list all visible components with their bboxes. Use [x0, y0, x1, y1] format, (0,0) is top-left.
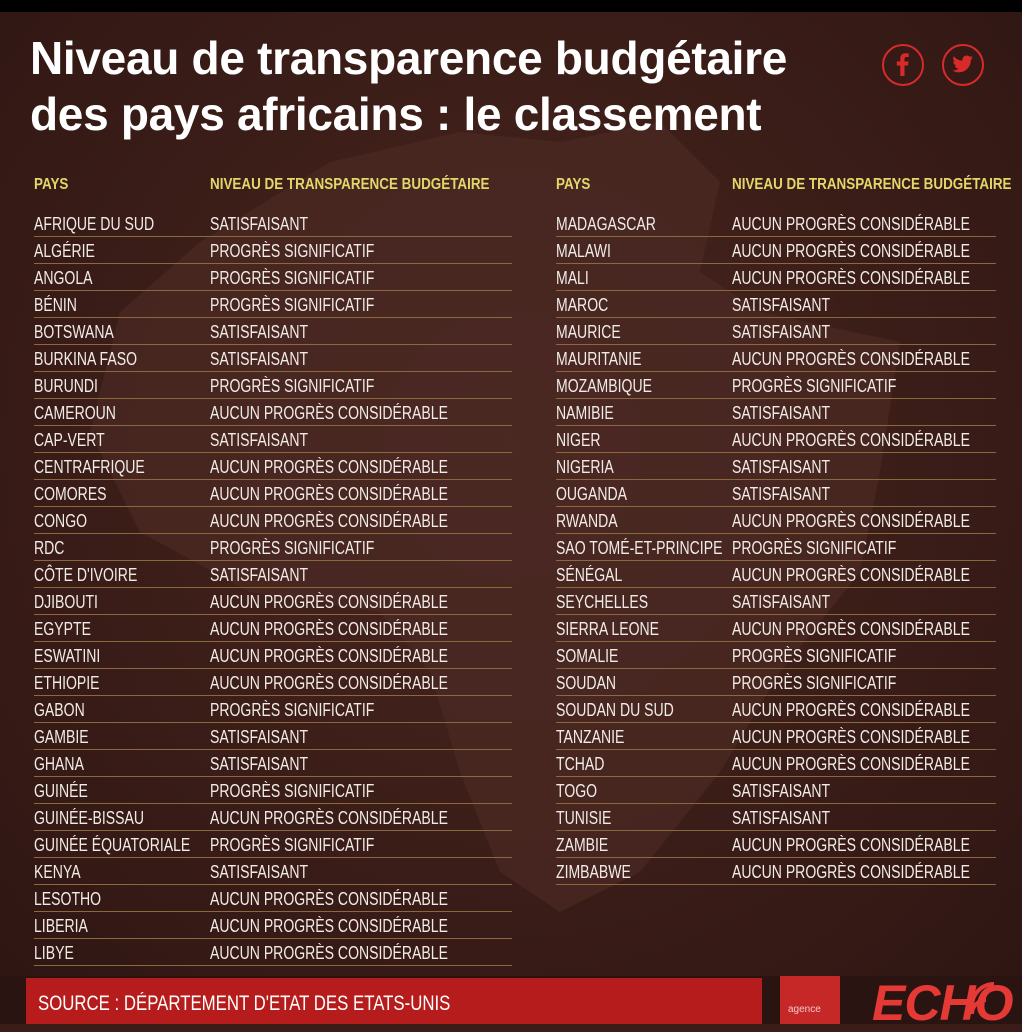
level-cell: AUCUN PROGRÈS CONSIDÉRABLE — [732, 862, 970, 882]
level-cell: SATISFAISANT — [210, 565, 309, 585]
right-table — [556, 176, 1012, 885]
level-cell: AUCUN PROGRÈS CONSIDÉRABLE — [732, 349, 970, 369]
level-cell: AUCUN PROGRÈS CONSIDÉRABLE — [210, 889, 448, 909]
country-cell: MALI — [556, 268, 589, 288]
table-row — [556, 642, 996, 669]
level-cell: PROGRÈS SIGNIFICATIF — [732, 673, 897, 693]
level-cell: SATISFAISANT — [210, 430, 309, 450]
level-cell: AUCUN PROGRÈS CONSIDÉRABLE — [210, 943, 448, 963]
country-cell: NIGER — [556, 430, 601, 450]
level-cell: SATISFAISANT — [732, 808, 831, 828]
table-row — [556, 534, 996, 561]
table-row — [34, 318, 512, 345]
level-cell: AUCUN PROGRÈS CONSIDÉRABLE — [732, 214, 970, 234]
level-cell: AUCUN PROGRÈS CONSIDÉRABLE — [732, 754, 970, 774]
table-row — [34, 642, 512, 669]
table-row — [34, 210, 512, 237]
table-row — [556, 264, 996, 291]
country-cell: GABON — [34, 700, 85, 720]
country-cell: SOUDAN DU SUD — [556, 700, 674, 720]
level-cell: AUCUN PROGRÈS CONSIDÉRABLE — [210, 916, 448, 936]
level-cell: SATISFAISANT — [210, 754, 309, 774]
level-cell: AUCUN PROGRÈS CONSIDÉRABLE — [732, 700, 970, 720]
table-row — [34, 399, 512, 426]
country-cell: ALGÉRIE — [34, 241, 95, 261]
country-cell: NIGERIA — [556, 457, 614, 477]
table-row — [34, 777, 512, 804]
table-row — [556, 696, 996, 723]
country-cell: BOTSWANA — [34, 322, 114, 342]
level-cell: AUCUN PROGRÈS CONSIDÉRABLE — [210, 592, 448, 612]
level-cell: PROGRÈS SIGNIFICATIF — [210, 538, 375, 558]
table-row — [34, 615, 512, 642]
level-cell: AUCUN PROGRÈS CONSIDÉRABLE — [210, 619, 448, 639]
table-row — [556, 237, 996, 264]
level-cell: PROGRÈS SIGNIFICATIF — [732, 538, 897, 558]
table-row — [556, 507, 996, 534]
country-cell: MALAWI — [556, 241, 611, 261]
table-row — [34, 507, 512, 534]
left-table — [34, 176, 512, 966]
country-cell: SOUDAN — [556, 673, 617, 693]
right-table-body — [556, 210, 996, 885]
table-row — [556, 318, 996, 345]
top-border — [0, 0, 1022, 12]
table-row — [556, 615, 996, 642]
page-title — [30, 30, 870, 142]
level-cell: SATISFAISANT — [732, 295, 831, 315]
country-cell: NAMIBIE — [556, 403, 614, 423]
table-row — [34, 723, 512, 750]
level-cell: AUCUN PROGRÈS CONSIDÉRABLE — [210, 484, 448, 504]
level-cell: AUCUN PROGRÈS CONSIDÉRABLE — [732, 430, 970, 450]
agence-text: agence — [788, 1004, 821, 1015]
level-cell: SATISFAISANT — [732, 781, 831, 801]
level-cell: PROGRÈS SIGNIFICATIF — [210, 835, 375, 855]
level-cell: SATISFAISANT — [210, 727, 309, 747]
level-cell: AUCUN PROGRÈS CONSIDÉRABLE — [732, 511, 970, 531]
facebook-icon[interactable] — [882, 44, 924, 86]
table-row — [556, 291, 996, 318]
country-cell: EGYPTE — [34, 619, 91, 639]
country-cell: CENTRAFRIQUE — [34, 457, 145, 477]
table-row — [34, 534, 512, 561]
table-row — [34, 372, 512, 399]
country-cell: LIBYE — [34, 943, 74, 963]
header-level: NIVEAU DE TRANSPARENCE BUDGÉTAIRE — [210, 176, 490, 193]
level-cell: AUCUN PROGRÈS CONSIDÉRABLE — [210, 457, 448, 477]
country-cell: ANGOLA — [34, 268, 93, 288]
country-cell: TANZANIE — [556, 727, 625, 747]
level-cell: SATISFAISANT — [732, 457, 831, 477]
country-cell: BURKINA FASO — [34, 349, 137, 369]
table-row — [34, 561, 512, 588]
country-cell: TOGO — [556, 781, 598, 801]
level-cell: AUCUN PROGRÈS CONSIDÉRABLE — [732, 268, 970, 288]
level-cell: SATISFAISANT — [732, 322, 831, 342]
level-cell: AUCUN PROGRÈS CONSIDÉRABLE — [732, 727, 970, 747]
country-cell: GUINÉE-BISSAU — [34, 808, 145, 828]
table-row — [556, 453, 996, 480]
country-cell: GHANA — [34, 754, 84, 774]
table-row — [34, 237, 512, 264]
level-cell: SATISFAISANT — [732, 403, 831, 423]
level-cell: PROGRÈS SIGNIFICATIF — [210, 781, 375, 801]
country-cell: OUGANDA — [556, 484, 627, 504]
country-cell: MOZAMBIQUE — [556, 376, 652, 396]
table-row — [34, 885, 512, 912]
level-cell: AUCUN PROGRÈS CONSIDÉRABLE — [210, 403, 448, 423]
country-cell: RDC — [34, 538, 65, 558]
country-cell: BÉNIN — [34, 295, 77, 315]
table-row — [556, 723, 996, 750]
level-cell: AUCUN PROGRÈS CONSIDÉRABLE — [732, 241, 970, 261]
level-cell: AUCUN PROGRÈS CONSIDÉRABLE — [732, 565, 970, 585]
header-level: NIVEAU DE TRANSPARENCE BUDGÉTAIRE — [732, 176, 1012, 193]
level-cell: AUCUN PROGRÈS CONSIDÉRABLE — [732, 619, 970, 639]
level-cell: AUCUN PROGRÈS CONSIDÉRABLE — [210, 646, 448, 666]
title-line-1: Niveau de transparence budgétaire — [30, 32, 788, 84]
country-cell: COMORES — [34, 484, 107, 504]
table-row — [34, 588, 512, 615]
twitter-icon[interactable] — [942, 44, 984, 86]
level-cell: PROGRÈS SIGNIFICATIF — [210, 295, 375, 315]
level-cell: SATISFAISANT — [210, 322, 309, 342]
header-country: PAYS — [34, 176, 69, 193]
table-row — [34, 831, 512, 858]
level-cell: AUCUN PROGRÈS CONSIDÉRABLE — [732, 835, 970, 855]
table-row — [34, 858, 512, 885]
country-cell: CONGO — [34, 511, 88, 531]
table-row — [34, 696, 512, 723]
table-row — [34, 480, 512, 507]
country-cell: MAURICE — [556, 322, 621, 342]
country-cell: SÉNÉGAL — [556, 565, 623, 585]
level-cell: SATISFAISANT — [732, 592, 831, 612]
table-row — [556, 345, 996, 372]
country-cell: CAP-VERT — [34, 430, 105, 450]
level-cell: AUCUN PROGRÈS CONSIDÉRABLE — [210, 808, 448, 828]
echo-logo: ECHO — [872, 975, 1013, 1031]
table-row — [34, 912, 512, 939]
country-cell: ZAMBIE — [556, 835, 609, 855]
country-cell: TUNISIE — [556, 808, 612, 828]
table-row — [556, 372, 996, 399]
table-row — [34, 750, 512, 777]
table-row — [556, 858, 996, 885]
table-row — [34, 291, 512, 318]
table-row — [556, 750, 996, 777]
country-cell: SIERRA LEONE — [556, 619, 659, 639]
level-cell: SATISFAISANT — [732, 484, 831, 504]
country-cell: ETHIOPIE — [34, 673, 100, 693]
country-cell: AFRIQUE DU SUD — [34, 214, 155, 234]
table-row — [556, 561, 996, 588]
agence-logo — [780, 976, 840, 1024]
table-row — [556, 669, 996, 696]
country-cell: MADAGASCAR — [556, 214, 656, 234]
table-row — [556, 210, 996, 237]
country-cell: MAURITANIE — [556, 349, 642, 369]
country-cell: BURUNDI — [34, 376, 98, 396]
country-cell: CÔTE D'IVOIRE — [34, 565, 138, 585]
country-cell: ESWATINI — [34, 646, 101, 666]
country-cell: ZIMBABWE — [556, 862, 631, 882]
table-row — [556, 804, 996, 831]
level-cell: AUCUN PROGRÈS CONSIDÉRABLE — [210, 673, 448, 693]
table-row — [34, 426, 512, 453]
level-cell: PROGRÈS SIGNIFICATIF — [210, 376, 375, 396]
table-row — [556, 777, 996, 804]
country-cell: SAO TOMÉ-ET-PRINCIPE — [556, 538, 723, 558]
table-row — [34, 939, 512, 966]
country-cell: RWANDA — [556, 511, 618, 531]
country-cell: DJIBOUTI — [34, 592, 98, 612]
table-row — [34, 804, 512, 831]
table-row — [556, 588, 996, 615]
level-cell: PROGRÈS SIGNIFICATIF — [732, 376, 897, 396]
table-row — [34, 264, 512, 291]
country-cell: SOMALIE — [556, 646, 619, 666]
signal-waves-icon — [968, 980, 1008, 1020]
level-cell: PROGRÈS SIGNIFICATIF — [210, 241, 375, 261]
country-cell: GUINÉE ÉQUATORIALE — [34, 835, 191, 855]
header-country: PAYS — [556, 176, 591, 193]
table-header — [556, 176, 1012, 210]
table-row — [556, 831, 996, 858]
source-banner — [26, 978, 762, 1024]
country-cell: TCHAD — [556, 754, 605, 774]
table-row — [34, 669, 512, 696]
country-cell: MAROC — [556, 295, 609, 315]
country-cell: CAMEROUN — [34, 403, 116, 423]
title-line-2: des pays africains : le classement — [30, 88, 762, 140]
level-cell: PROGRÈS SIGNIFICATIF — [210, 268, 375, 288]
table-row — [556, 480, 996, 507]
table-row — [556, 426, 996, 453]
left-table-body — [34, 210, 512, 966]
table-row — [34, 345, 512, 372]
source-text: SOURCE : DÉPARTEMENT D'ETAT DES ETATS-UNIS — [38, 992, 451, 1015]
level-cell: PROGRÈS SIGNIFICATIF — [732, 646, 897, 666]
country-cell: GAMBIE — [34, 727, 89, 747]
country-cell: GUINÉE — [34, 781, 88, 801]
country-cell: SEYCHELLES — [556, 592, 649, 612]
table-header — [34, 176, 512, 210]
country-cell: KENYA — [34, 862, 81, 882]
country-cell: LESOTHO — [34, 889, 102, 909]
level-cell: SATISFAISANT — [210, 349, 309, 369]
level-cell: PROGRÈS SIGNIFICATIF — [210, 700, 375, 720]
level-cell: SATISFAISANT — [210, 862, 309, 882]
level-cell: AUCUN PROGRÈS CONSIDÉRABLE — [210, 511, 448, 531]
table-row — [556, 399, 996, 426]
table-row — [34, 453, 512, 480]
country-cell: LIBERIA — [34, 916, 88, 936]
level-cell: SATISFAISANT — [210, 214, 309, 234]
